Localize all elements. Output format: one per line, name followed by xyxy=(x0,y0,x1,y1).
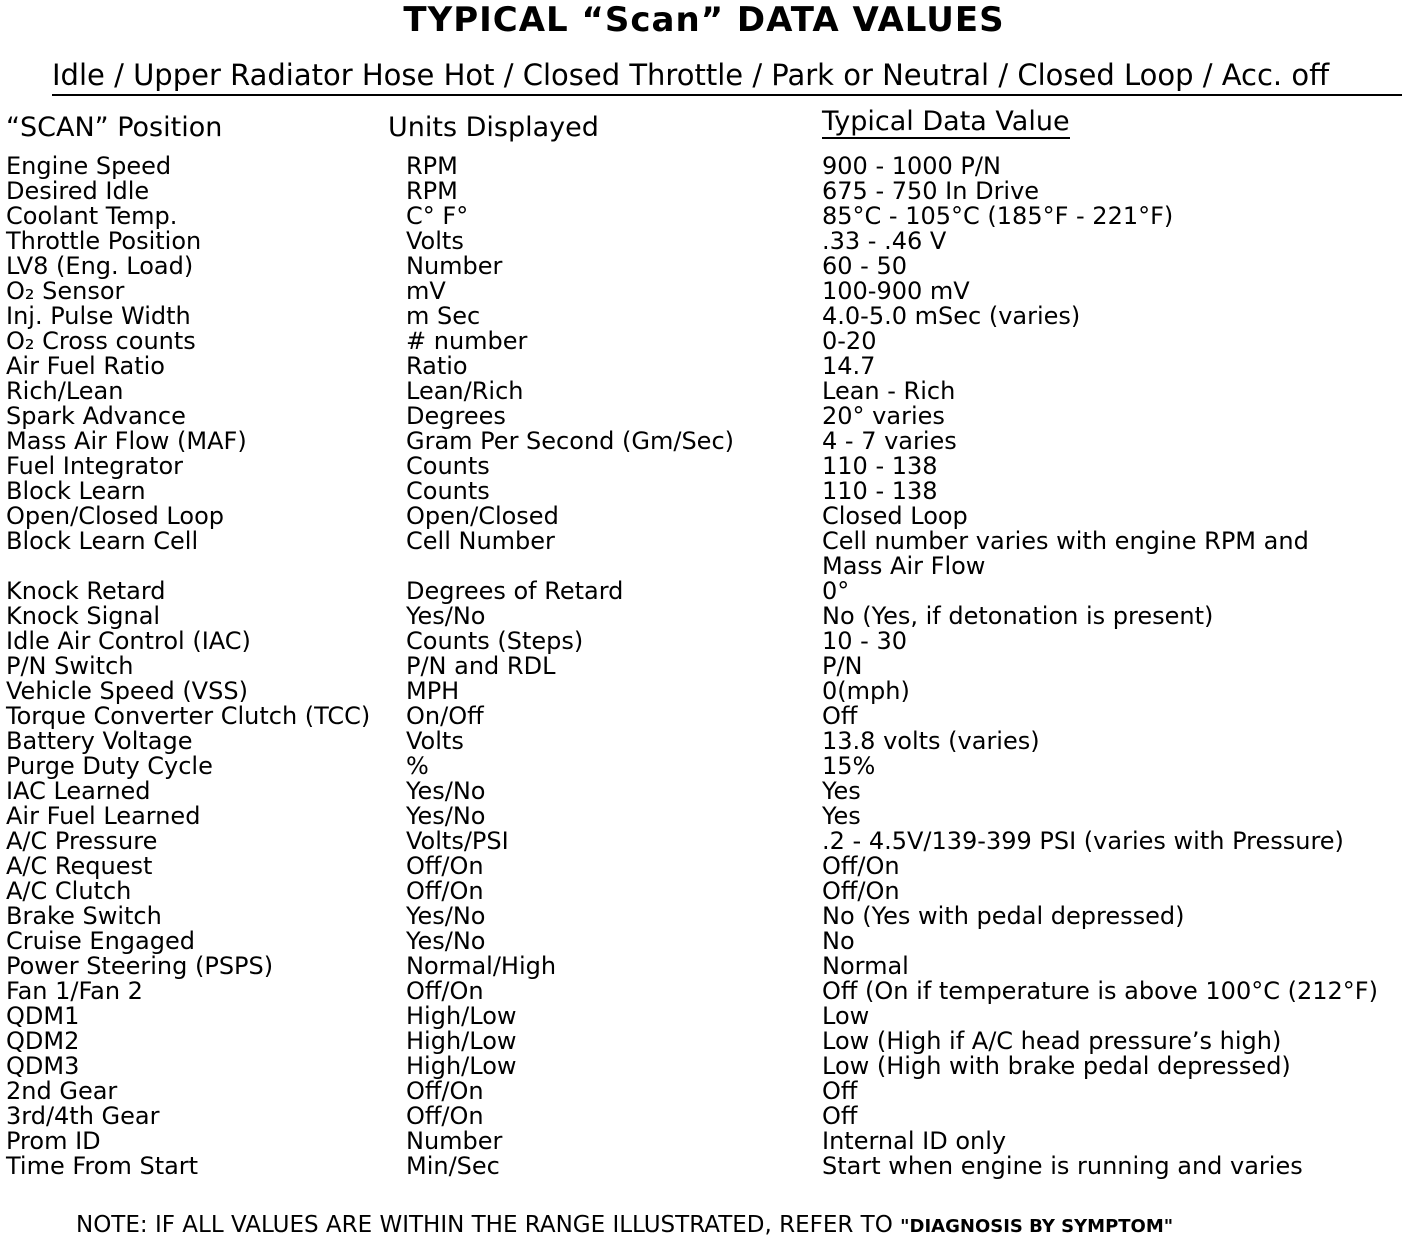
cell-units-displayed: Volts xyxy=(406,227,464,255)
cell-scan-position: Knock Retard xyxy=(6,577,166,605)
cell-typical-value: 100-900 mV xyxy=(822,277,970,305)
document-title: TYPICAL “Scan” DATA VALUES xyxy=(403,0,1005,40)
cell-scan-position: Rich/Lean xyxy=(6,377,124,405)
table-row xyxy=(0,329,1408,354)
cell-units-displayed: C° F° xyxy=(406,202,469,230)
table-row xyxy=(0,204,1408,229)
cell-scan-position: Vehicle Speed (VSS) xyxy=(6,677,248,705)
table-row xyxy=(0,229,1408,254)
cell-scan-position: Air Fuel Ratio xyxy=(6,352,165,380)
table-row xyxy=(0,429,1408,454)
cell-typical-value: 14.7 xyxy=(822,352,876,380)
table-row xyxy=(0,804,1408,829)
note-reference: "DIAGNOSIS BY SYMPTOM" xyxy=(900,1216,1174,1237)
table-row xyxy=(0,754,1408,779)
table-row xyxy=(0,354,1408,379)
cell-units-displayed: % xyxy=(406,752,429,780)
cell-scan-position: Mass Air Flow (MAF) xyxy=(6,427,247,455)
scan-data-table xyxy=(0,154,1408,1179)
cell-scan-position: P/N Switch xyxy=(6,652,134,680)
cell-units-displayed: Cell Number xyxy=(406,527,555,555)
cell-typical-value: No (Yes with pedal depressed) xyxy=(822,902,1185,930)
cell-typical-value: Off/On xyxy=(822,877,900,905)
table-row xyxy=(0,1154,1408,1179)
cell-units-displayed: # number xyxy=(406,327,528,355)
cell-scan-position: 2nd Gear xyxy=(6,1077,118,1105)
cell-typical-value: Normal xyxy=(822,952,909,980)
cell-units-displayed: Yes/No xyxy=(406,902,486,930)
table-row xyxy=(0,154,1408,179)
table-row xyxy=(0,904,1408,929)
cell-scan-position: A/C Clutch xyxy=(6,877,132,905)
cell-scan-position: Throttle Position xyxy=(6,227,202,255)
table-row xyxy=(0,1004,1408,1029)
cell-typical-value: 15% xyxy=(822,752,876,780)
cell-scan-position: QDM2 xyxy=(6,1027,80,1055)
cell-scan-position: QDM1 xyxy=(6,1002,80,1030)
cell-scan-position: A/C Pressure xyxy=(6,827,158,855)
cell-typical-value: 10 - 30 xyxy=(822,627,907,655)
cell-typical-value: Off xyxy=(822,1077,858,1105)
cell-units-displayed: Number xyxy=(406,252,503,280)
cell-units-displayed: High/Low xyxy=(406,1052,517,1080)
cell-units-displayed: Counts xyxy=(406,452,490,480)
table-row xyxy=(0,304,1408,329)
cell-typical-value: Yes xyxy=(822,777,861,805)
cell-typical-value: 110 - 138 xyxy=(822,452,938,480)
cell-typical-value: 4 - 7 varies xyxy=(822,427,957,455)
cell-scan-position: Air Fuel Learned xyxy=(6,802,201,830)
cell-typical-value: No (Yes, if detonation is present) xyxy=(822,602,1214,630)
cell-scan-position: Idle Air Control (IAC) xyxy=(6,627,251,655)
cell-scan-position: 3rd/4th Gear xyxy=(6,1102,160,1130)
cell-scan-position: A/C Request xyxy=(6,852,153,880)
cell-scan-position: Block Learn Cell xyxy=(6,527,199,555)
table-row xyxy=(0,779,1408,804)
table-row xyxy=(0,854,1408,879)
cell-typical-value: Off xyxy=(822,702,858,730)
cell-units-displayed: Volts/PSI xyxy=(406,827,509,855)
cell-typical-value: Low (High with brake pedal depressed) xyxy=(822,1052,1291,1080)
cell-units-displayed: Degrees of Retard xyxy=(406,577,624,605)
cell-scan-position: Prom ID xyxy=(6,1127,101,1155)
table-row xyxy=(0,729,1408,754)
cell-scan-position: IAC Learned xyxy=(6,777,151,805)
cell-scan-position: Knock Signal xyxy=(6,602,161,630)
cell-typical-value: .33 - .46 V xyxy=(822,227,947,255)
cell-typical-value: Mass Air Flow xyxy=(822,552,986,580)
cell-scan-position: Time From Start xyxy=(6,1152,199,1180)
cell-typical-value: Off/On xyxy=(822,852,900,880)
cell-typical-value: 13.8 volts (varies) xyxy=(822,727,1040,755)
cell-scan-position: Battery Voltage xyxy=(6,727,193,755)
cell-units-displayed xyxy=(398,554,820,579)
table-row xyxy=(0,929,1408,954)
cell-units-displayed: On/Off xyxy=(406,702,484,730)
cell-typical-value: 0(mph) xyxy=(822,677,910,705)
cell-scan-position: Cruise Engaged xyxy=(6,927,195,955)
cell-scan-position: Engine Speed xyxy=(6,152,172,180)
cell-units-displayed: Off/On xyxy=(406,877,484,905)
cell-units-displayed: High/Low xyxy=(406,1027,517,1055)
cell-typical-value: 110 - 138 xyxy=(822,477,938,505)
cell-units-displayed: Ratio xyxy=(406,352,468,380)
cell-typical-value: .2 - 4.5V/139-399 PSI (varies with Pressure) xyxy=(822,827,1344,855)
conditions-subtitle: Idle / Upper Radiator Hose Hot / Closed Throttle / Park or Neutral / Closed Loop / Acc. off xyxy=(52,58,1402,96)
cell-scan-position: LV8 (Eng. Load) xyxy=(6,252,194,280)
table-row xyxy=(0,1054,1408,1079)
cell-scan-position: Inj. Pulse Width xyxy=(6,302,191,330)
table-row xyxy=(0,979,1408,1004)
cell-typical-value: Low xyxy=(822,1002,870,1030)
table-row xyxy=(0,504,1408,529)
cell-units-displayed: Off/On xyxy=(406,977,484,1005)
table-row xyxy=(0,404,1408,429)
cell-typical-value: 85°C - 105°C (185°F - 221°F) xyxy=(822,202,1174,230)
cell-typical-value: 900 - 1000 P/N xyxy=(822,152,1001,180)
cell-typical-value: Off xyxy=(822,1102,858,1130)
cell-typical-value: Low (High if A/C head pressure’s high) xyxy=(822,1027,1282,1055)
cell-scan-position: O₂ Cross counts xyxy=(6,327,196,355)
table-row xyxy=(0,529,1408,554)
cell-units-displayed: Number xyxy=(406,1127,503,1155)
cell-scan-position: Brake Switch xyxy=(6,902,162,930)
table-row xyxy=(0,954,1408,979)
cell-units-displayed: Degrees xyxy=(406,402,506,430)
cell-scan-position: Coolant Temp. xyxy=(6,202,178,230)
cell-typical-value: P/N xyxy=(822,652,863,680)
cell-typical-value: 60 - 50 xyxy=(822,252,907,280)
cell-units-displayed: Yes/No xyxy=(406,802,486,830)
table-row xyxy=(0,604,1408,629)
table-row xyxy=(0,654,1408,679)
cell-units-displayed: Min/Sec xyxy=(406,1152,500,1180)
header-units-displayed: Units Displayed xyxy=(388,112,599,143)
cell-units-displayed: m Sec xyxy=(406,302,481,330)
cell-units-displayed: Open/Closed xyxy=(406,502,559,530)
table-row xyxy=(0,254,1408,279)
cell-units-displayed: P/N and RDL xyxy=(406,652,556,680)
cell-units-displayed: RPM xyxy=(406,177,458,205)
table-row xyxy=(0,279,1408,304)
table-row xyxy=(0,704,1408,729)
cell-typical-value: No xyxy=(822,927,855,955)
cell-units-displayed: High/Low xyxy=(406,1002,517,1030)
cell-units-displayed: Gram Per Second (Gm/Sec) xyxy=(406,427,734,455)
cell-units-displayed: Normal/High xyxy=(406,952,557,980)
cell-typical-value: 4.0-5.0 mSec (varies) xyxy=(822,302,1081,330)
cell-typical-value: 675 - 750 In Drive xyxy=(822,177,1040,205)
cell-scan-position: QDM3 xyxy=(6,1052,80,1080)
table-row xyxy=(0,1079,1408,1104)
cell-units-displayed: Yes/No xyxy=(406,777,486,805)
cell-scan-position: Desired Idle xyxy=(6,177,150,205)
cell-units-displayed: RPM xyxy=(406,152,458,180)
cell-units-displayed: Volts xyxy=(406,727,464,755)
cell-typical-value: Lean - Rich xyxy=(822,377,956,405)
table-row xyxy=(0,179,1408,204)
cell-scan-position: Block Learn xyxy=(6,477,146,505)
cell-scan-position: Torque Converter Clutch (TCC) xyxy=(6,702,371,730)
table-row xyxy=(0,479,1408,504)
table-row xyxy=(0,1104,1408,1129)
cell-units-displayed: Yes/No xyxy=(406,602,486,630)
cell-scan-position: Power Steering (PSPS) xyxy=(6,952,274,980)
cell-typical-value: 0-20 xyxy=(822,327,877,355)
cell-typical-value: Yes xyxy=(822,802,861,830)
cell-scan-position: O₂ Sensor xyxy=(6,277,125,305)
cell-units-displayed: Counts xyxy=(406,477,490,505)
cell-units-displayed: MPH xyxy=(406,677,460,705)
cell-units-displayed: mV xyxy=(406,277,446,305)
header-typical-data-value: Typical Data Value xyxy=(822,106,1070,137)
cell-scan-position: Purge Duty Cycle xyxy=(6,752,213,780)
table-row xyxy=(0,679,1408,704)
note xyxy=(76,1212,1173,1238)
table-row xyxy=(0,579,1408,604)
table-row xyxy=(0,629,1408,654)
cell-typical-value: Off (On if temperature is above 100°C (212°F) xyxy=(822,977,1378,1005)
note-text: NOTE: IF ALL VALUES ARE WITHIN THE RANGE ILLUSTRATED, REFER TO xyxy=(76,1212,901,1238)
cell-scan-position: Open/Closed Loop xyxy=(6,502,224,530)
cell-scan-position: Fuel Integrator xyxy=(6,452,183,480)
cell-typical-value: Closed Loop xyxy=(822,502,968,530)
cell-typical-value: Start when engine is running and varies xyxy=(822,1152,1303,1180)
header-scan-position: “SCAN” Position xyxy=(6,112,223,143)
table-row xyxy=(0,879,1408,904)
cell-scan-position: Spark Advance xyxy=(6,402,186,430)
table-row xyxy=(0,379,1408,404)
cell-units-displayed: Off/On xyxy=(406,1077,484,1105)
cell-typical-value: 0° xyxy=(822,577,850,605)
cell-scan-position: Fan 1/Fan 2 xyxy=(6,977,143,1005)
table-row xyxy=(0,1029,1408,1054)
cell-typical-value: Internal ID only xyxy=(822,1127,1007,1155)
cell-units-displayed: Off/On xyxy=(406,852,484,880)
cell-units-displayed: Counts (Steps) xyxy=(406,627,584,655)
cell-typical-value: 20° varies xyxy=(822,402,945,430)
table-row xyxy=(0,829,1408,854)
table-row xyxy=(0,454,1408,479)
cell-typical-value: Cell number varies with engine RPM and xyxy=(822,527,1309,555)
cell-units-displayed: Yes/No xyxy=(406,927,486,955)
cell-units-displayed: Lean/Rich xyxy=(406,377,524,405)
table-row xyxy=(0,554,1408,579)
cell-scan-position xyxy=(0,554,398,579)
cell-units-displayed: Off/On xyxy=(406,1102,484,1130)
table-row xyxy=(0,1129,1408,1154)
